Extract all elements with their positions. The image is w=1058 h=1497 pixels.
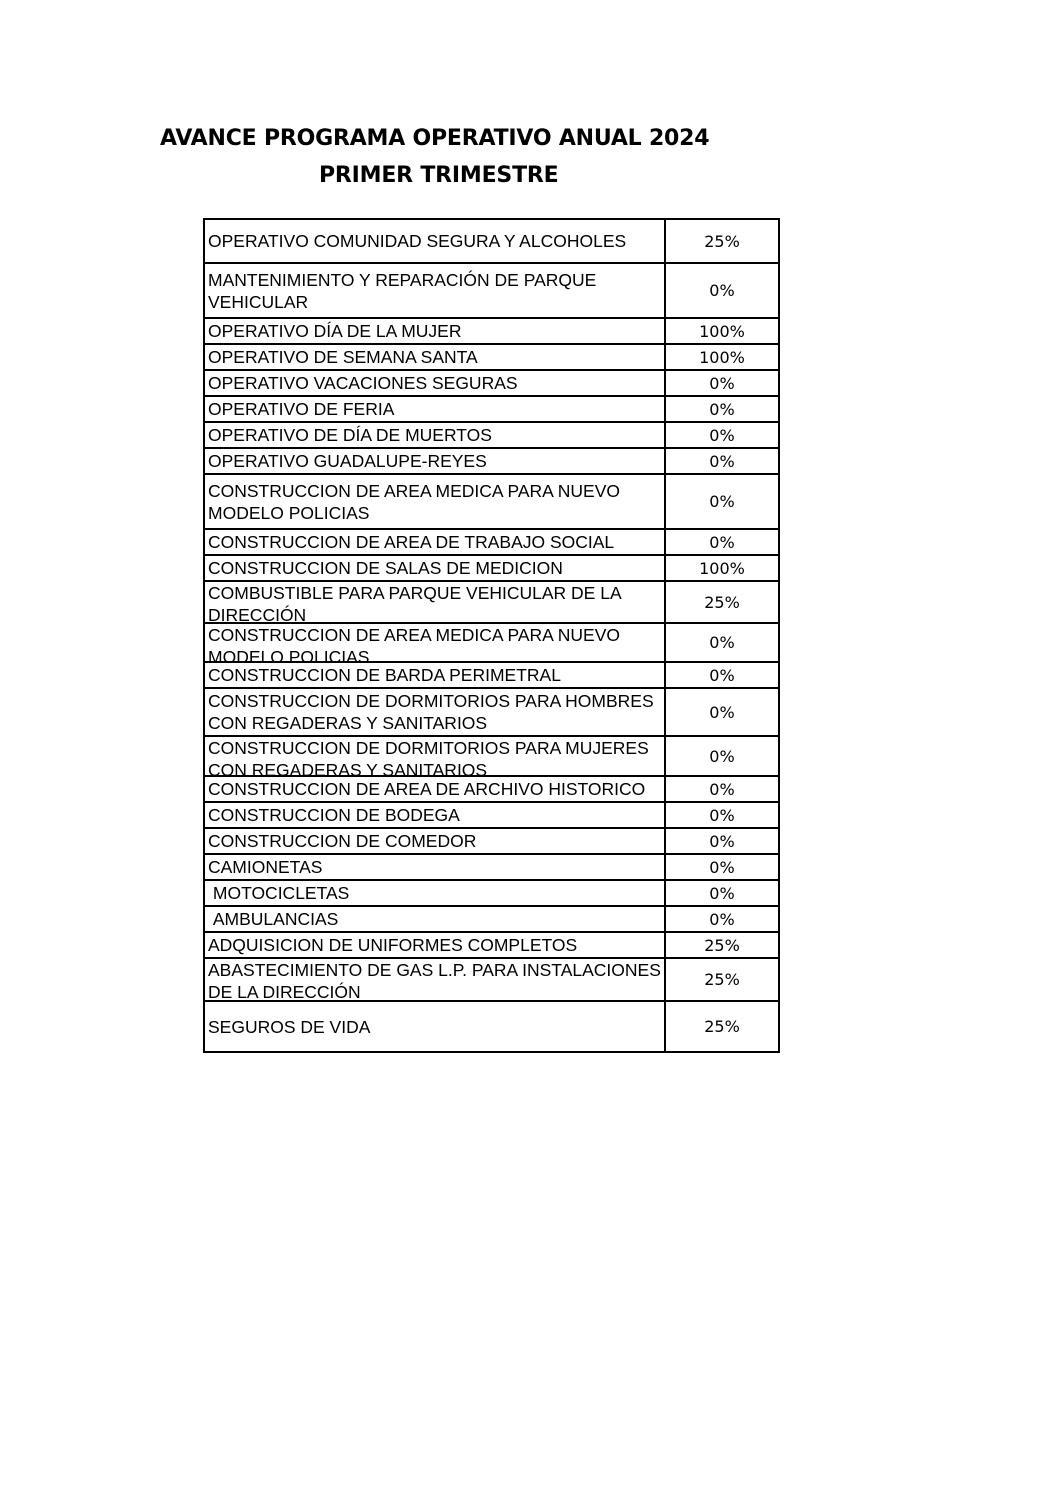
activity-cell [204,219,665,263]
table-row [204,880,779,906]
progress-percent: 0% [665,880,779,906]
activity-cell [204,736,665,780]
activity-name: OPERATIVO DÍA DE LA MUJER [208,321,462,341]
table-row [204,623,779,662]
progress-percent: 100% [665,344,779,370]
table-row [204,828,779,854]
activity-name: CONSTRUCCION DE BARDA PERIMETRAL [208,665,561,685]
activity-cell [204,623,665,667]
activity-cell [204,932,665,958]
activity-cell [204,529,665,555]
activity-name: AMBULANCIAS [208,909,339,929]
activity-cell [204,688,665,736]
activity-name: CONSTRUCCION DE DORMITORIOS PARA HOMBRES CON REGADERAS Y SANITARIOS [208,691,659,733]
table-row [204,802,779,828]
table-row [204,932,779,958]
table-row [204,1001,779,1052]
progress-percent: 0% [665,422,779,448]
progress-percent: 0% [665,802,779,828]
table-row [204,370,779,396]
activity-name: MOTOCICLETAS [208,883,350,903]
progress-percent: 0% [665,828,779,854]
table-row [204,581,779,623]
progress-percent: 0% [665,396,779,422]
progress-percent: 0% [665,529,779,555]
progress-percent: 100% [665,318,779,344]
activity-name: OPERATIVO DE SEMANA SANTA [208,347,478,367]
table-row [204,906,779,932]
progress-percent: 0% [665,662,779,688]
progress-percent: 25% [665,958,779,1001]
table-row [204,318,779,344]
table-row [204,662,779,688]
activity-cell [204,318,665,344]
activity-cell [204,422,665,448]
activity-name: ABASTECIMIENTO DE GAS L.P. PARA INSTALACIONES DE LA DIRECCIÓN [208,960,666,1002]
document-title: AVANCE PROGRAMA OPERATIVO ANUAL 2024 [160,126,710,151]
table-row [204,422,779,448]
table-row [204,854,779,880]
activity-name: MANTENIMIENTO Y REPARACIÓN DE PARQUE VEHICULAR [208,269,602,312]
table-row [204,736,779,776]
activity-cell [204,448,665,474]
activity-name: OPERATIVO GUADALUPE-REYES [208,451,487,471]
progress-percent: 0% [665,474,779,529]
table-row [204,344,779,370]
activity-cell [204,263,665,318]
progress-percent: 0% [665,448,779,474]
progress-percent: 0% [665,623,779,662]
activity-name: ADQUISICION DE UNIFORMES COMPLETOS [208,935,578,955]
progress-percent: 0% [665,688,779,736]
activity-name: CONSTRUCCION DE AREA DE ARCHIVO HISTORICO [208,779,646,799]
activity-name: CONSTRUCCION DE DORMITORIOS PARA MUJERES CON REGADERAS Y SANITARIOS [208,738,654,780]
activity-name: CONSTRUCCION DE BODEGA [208,805,460,825]
table-row [204,958,779,1001]
activity-name: CONSTRUCCION DE AREA MEDICA PARA NUEVO MODELO POLICIAS [208,625,625,667]
progress-percent: 25% [665,1001,779,1052]
activity-cell [204,344,665,370]
activity-name: CONSTRUCCION DE COMEDOR [208,831,477,851]
table-row [204,396,779,422]
activity-name: CONSTRUCCION DE SALAS DE MEDICION [208,558,563,578]
table-row [204,688,779,736]
document-subtitle: PRIMER TRIMESTRE [319,163,559,188]
activity-cell [204,370,665,396]
progress-percent: 0% [665,854,779,880]
activity-cell [204,555,665,581]
activity-cell [204,854,665,880]
table-row [204,529,779,555]
activity-name: SEGUROS DE VIDA [208,1016,371,1037]
activity-cell [204,880,665,906]
table-row [204,448,779,474]
activity-cell [204,802,665,828]
progress-percent: 0% [665,776,779,802]
progress-percent: 100% [665,555,779,581]
activity-cell [204,1001,665,1052]
table-row [204,555,779,581]
activity-name: OPERATIVO COMUNIDAD SEGURA Y ALCOHOLES [208,231,627,251]
progress-percent: 25% [665,932,779,958]
table-row [204,474,779,529]
progress-percent: 0% [665,906,779,932]
table-body [204,219,779,1052]
activity-cell [204,776,665,802]
activity-name: CONSTRUCCION DE AREA MEDICA PARA NUEVO MODELO POLICIAS [208,480,625,523]
activity-cell [204,396,665,422]
activity-name: CAMIONETAS [208,857,323,877]
activity-cell [204,958,665,1001]
program-progress-table [203,218,780,1053]
activity-name: OPERATIVO VACACIONES SEGURAS [208,373,518,393]
progress-percent: 25% [665,581,779,623]
activity-cell [204,474,665,529]
activity-name: CONSTRUCCION DE AREA DE TRABAJO SOCIAL [208,532,615,552]
activity-name: OPERATIVO DE FERIA [208,399,395,419]
progress-percent: 0% [665,370,779,396]
activity-cell [204,662,665,688]
activity-cell [204,906,665,932]
table-row [204,776,779,802]
activity-name: OPERATIVO DE DÍA DE MUERTOS [208,425,492,445]
progress-percent: 25% [665,219,779,263]
progress-percent: 0% [665,263,779,318]
activity-name: COMBUSTIBLE PARA PARQUE VEHICULAR DE LA DIRECCIÓN [208,583,626,625]
table-row [204,219,779,263]
activity-cell [204,828,665,854]
progress-percent: 0% [665,736,779,776]
activity-cell [204,581,665,623]
table-row [204,263,779,318]
